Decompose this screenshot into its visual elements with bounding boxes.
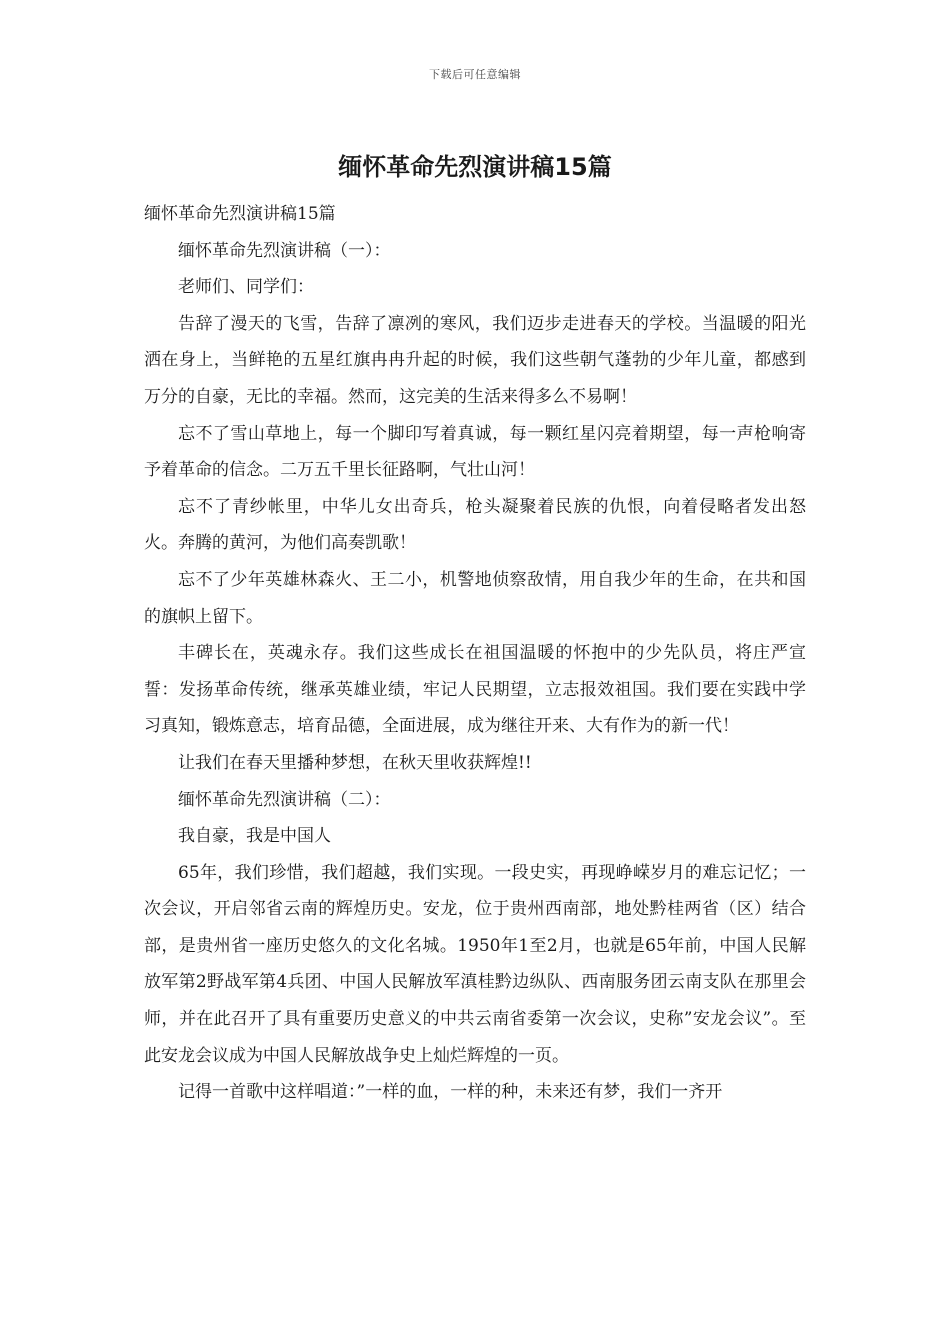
page-header-note: 下载后可任意编辑	[429, 68, 521, 81]
subtitle-paragraph: 缅怀革命先烈演讲稿15篇	[144, 204, 336, 224]
body-paragraph: 告辞了漫天的飞雪，告辞了凛冽的寒风，我们迈步走进春天的学校。当温暖的阳光洒在身上，当鲜艳的五星红旗冉冉升起的时候，我们这些朝气蓬勃的少年儿童，都感到万分的自豪，无比的幸福。然而，这完美的生活来得多么不易啊！	[144, 313, 806, 407]
salutation-paragraph: 老师们、同学们：	[178, 277, 314, 298]
document-title: 缅怀革命先烈演讲稿15篇	[338, 153, 612, 181]
body-paragraph: 忘不了雪山草地上，每一个脚印写着真诚，每一颗红星闪亮着期望，每一声枪响寄予着革命的信念。二万五千里长征路啊，气壮山河！	[144, 423, 806, 481]
body-paragraph: 忘不了少年英雄林森火、王二小，机警地侦察敌情，用自我少年的生命，在共和国的旗帜上留下。	[144, 569, 806, 627]
body-paragraph: 记得一首歌中这样唱道：”一样的血，一样的种，未来还有梦，我们一齐开	[178, 1082, 723, 1103]
document-body	[144, 196, 806, 1111]
body-paragraph: 忘不了青纱帐里，中华儿女出奇兵，枪头凝聚着民族的仇恨，向着侵略者发出怒火。奔腾的黄河，为他们高奏凯歌！	[144, 496, 806, 554]
body-paragraph: 65年，我们珍惜，我们超越，我们实现。一段史实，再现峥嵘岁月的难忘记忆；一次会议，开启邻省云南的辉煌历史。安龙，位于贵州西南部，地处黔桂两省（区）结合部，是贵州省一座历史悠久的文化名城。1950年1至2月，也就是65年前，中国人民解放军第2野战军第4兵团、中国人民解放军滇桂黔边纵队、西南服务团云南支队在那里会师，并在此召开了具有重要历史意义的中共云南省委第一次会议，史称”安龙会议”。至此安龙会议成为中国人民解放战争史上灿烂辉煌的一页。	[144, 862, 806, 1066]
body-paragraph: 丰碑长在，英魂永存。我们这些成长在祖国温暖的怀抱中的少先队员，将庄严宣誓：发扬革命传统，继承英雄业绩，牢记人民期望，立志报效祖国。我们要在实践中学习真知，锻炼意志，培育品德，全面进展，成为继往开来、大有作为的新一代！	[144, 643, 806, 737]
section-heading-two: 缅怀革命先烈演讲稿（二）：	[178, 789, 391, 810]
body-paragraph: 让我们在春天里播种梦想，在秋天里收获辉煌!!	[178, 752, 532, 773]
speech-title-paragraph: 我自豪，我是中国人	[178, 826, 331, 847]
section-heading-one: 缅怀革命先烈演讲稿（一）：	[178, 240, 391, 261]
